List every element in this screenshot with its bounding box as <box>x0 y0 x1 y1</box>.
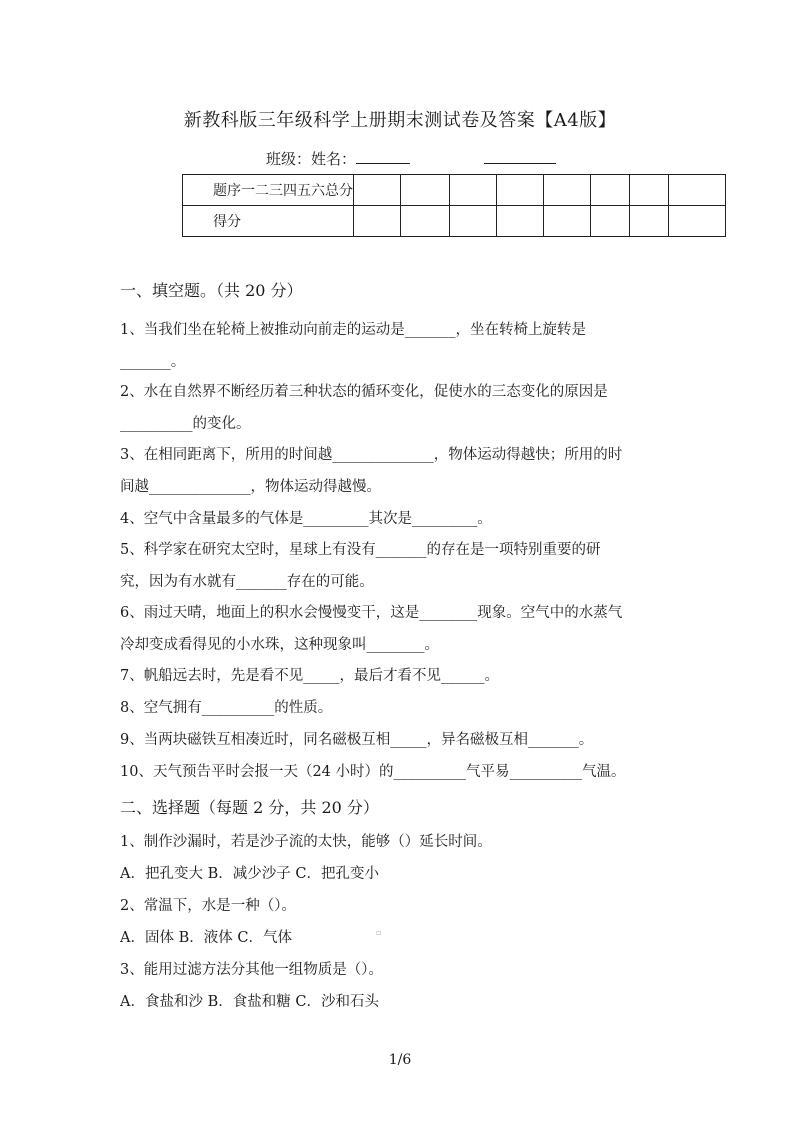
question-line: 冷却变成看得见的小水珠，这种现象叫________。 <box>120 637 439 653</box>
score-cell <box>450 175 497 206</box>
score-cell <box>591 206 630 237</box>
section1-heading: 一、填空题。（共 20 分） <box>120 281 303 300</box>
question-line: 10、天气预告平时会报一天（24 小时）的__________气平易__________气温。 <box>120 764 626 780</box>
score-cell <box>401 175 450 206</box>
score-table-header: 题序一二三四五六总分 <box>183 175 354 206</box>
class-name-line <box>266 148 410 169</box>
score-label: 得分 <box>183 206 354 237</box>
question-line: 6、雨过天晴，地面上的积水会慢慢变干，这是________现象。空气中的水蒸气 <box>120 605 623 621</box>
class-name-label: 班级：姓名： <box>266 150 357 168</box>
score-table-row <box>183 175 726 206</box>
score-cell <box>544 206 591 237</box>
question-line: 1、当我们坐在轮椅上被推动向前走的运动是_______，坐在转椅上旋转是 <box>120 322 586 338</box>
question-line: 9、当两块磁铁互相凑近时，同名磁极互相_____，异名磁极互相_______。 <box>120 732 594 748</box>
score-cell <box>450 206 497 237</box>
score-cell <box>544 175 591 206</box>
section2-heading: 二、选择题（每题 2 分，共 20 分） <box>120 798 379 817</box>
page-title: 新教科版三年级科学上册期末测试卷及答案【A4版】 <box>183 110 617 131</box>
score-cell <box>401 206 450 237</box>
question-line: 2、水在自然界不断经历着三种状态的循环变化，促使水的三态变化的原因是 <box>120 384 608 400</box>
question-line: 4、空气中含量最多的气体是_________其次是_________。 <box>120 511 492 527</box>
stray-mark: ▫ <box>376 928 382 937</box>
score-cell <box>497 175 544 206</box>
question-line: 3、能用过滤方法分其他一组物质是（）。 <box>120 962 383 978</box>
page-number: 1/6 <box>388 1052 412 1068</box>
question-line: 7、帆船远去时，先是看不见_____，最后才看不见______。 <box>120 668 499 684</box>
score-cell <box>354 206 401 237</box>
score-table <box>182 174 726 237</box>
question-line: 1、制作沙漏时，若是沙子流的太快，能够（）延长时间。 <box>120 834 492 850</box>
option-line: A．食盐和沙 B．食盐和糖 C．沙和石头 <box>120 994 379 1010</box>
question-line: 3、在相同距离下，所用的时间越______________，物体运动得越快；所用的时 <box>120 447 623 463</box>
question-line: 8、空气拥有__________的性质。 <box>120 700 333 716</box>
score-cell <box>630 206 669 237</box>
score-cell <box>669 175 726 206</box>
question-line: 间越______________，物体运动得越慢。 <box>120 479 381 495</box>
score-cell <box>591 175 630 206</box>
option-line: A．固体 B．液体 C．气体 <box>120 930 292 946</box>
question-line: 5、科学家在研究太空时，星球上有没有_______的存在是一项特别重要的研 <box>120 542 601 558</box>
score-cell <box>354 175 401 206</box>
question-line: 2、常温下，水是一种（）。 <box>120 898 296 914</box>
name-blank <box>356 149 410 164</box>
score-cell <box>669 206 726 237</box>
question-line: __________的变化。 <box>120 416 251 432</box>
score-table-row <box>183 206 726 237</box>
question-line: 究，因为有水就有_______存在的可能。 <box>120 574 374 590</box>
score-cell <box>497 206 544 237</box>
second-blank <box>484 148 556 164</box>
option-line: A．把孔变大 B．减少沙子 C．把孔变小 <box>120 866 379 882</box>
score-cell <box>630 175 669 206</box>
question-line: _______。 <box>120 354 186 370</box>
